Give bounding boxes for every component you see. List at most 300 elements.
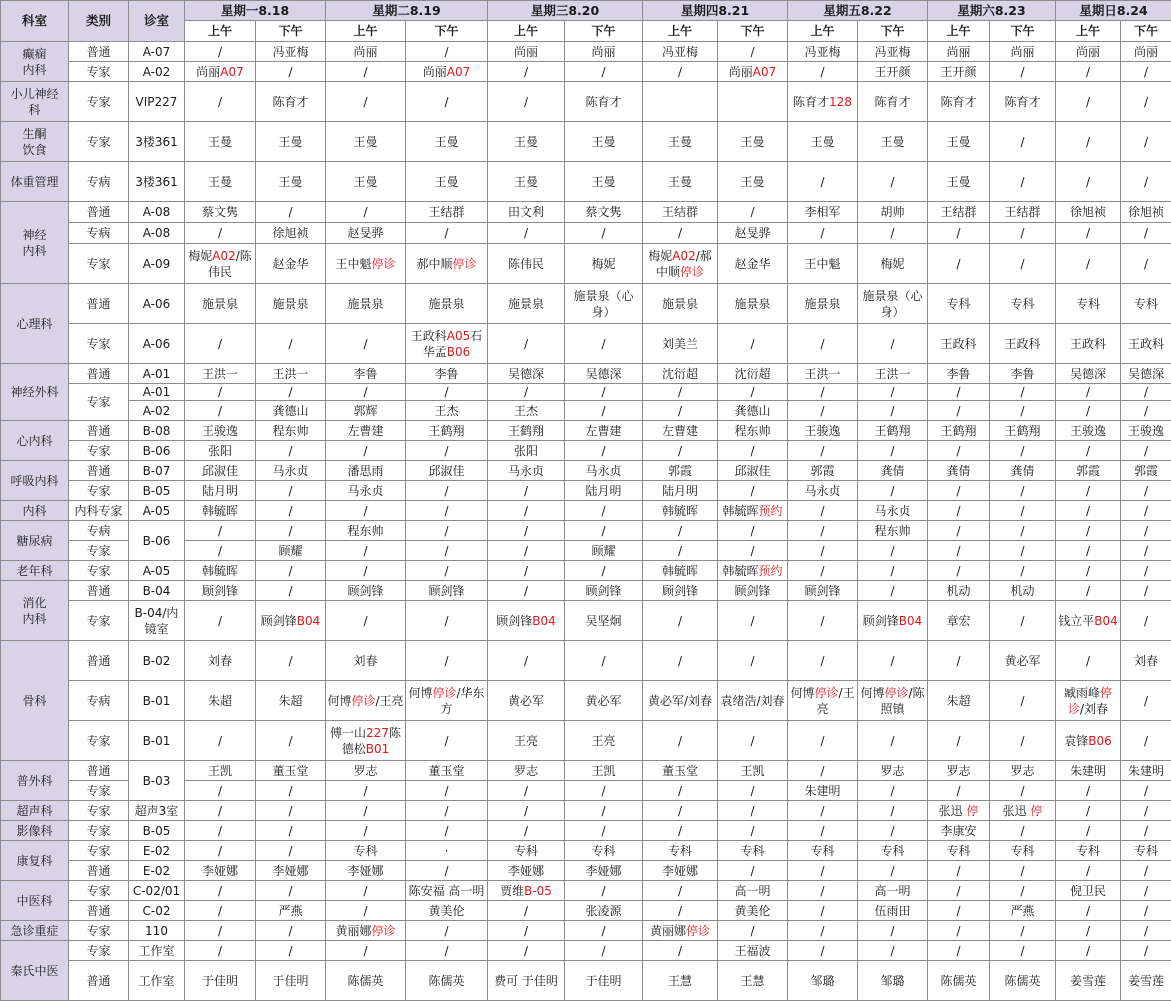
doctor-slot: 专科 (565, 841, 643, 861)
doctor-slot (858, 681, 928, 721)
schedule-row (1, 561, 1171, 581)
doctor-slot: 王曼 (718, 122, 788, 162)
doctor-slot: / (1121, 581, 1171, 601)
doctor-slot: / (928, 901, 990, 921)
doctor-name: 黄丽娜 (335, 923, 372, 938)
doctor-slot: 专科 (928, 841, 990, 861)
department-cell: 神经外科 (1, 364, 69, 421)
doctor-slot: / (718, 861, 788, 881)
doctor-slot: / (1121, 901, 1171, 921)
doctor-slot: 王结群 (928, 202, 990, 223)
doctor-slot: 朱建明 (1121, 761, 1171, 781)
doctor-slot: 高一明 (718, 881, 788, 901)
doctor-slot: 沈衍超 (718, 364, 788, 384)
schedule-row (1, 401, 1171, 421)
doctor-slot (718, 501, 788, 521)
doctor-slot: 董玉堂 (406, 761, 488, 781)
doctor-name: 何博 (860, 685, 885, 700)
header-pm: 下午 (256, 21, 326, 42)
doctor-slot: / (928, 441, 990, 461)
doctor-slot: / (858, 324, 928, 364)
doctor-slot: / (1056, 901, 1121, 921)
doctor-slot: 章宏 (928, 601, 990, 641)
department-cell: 糖尿病 (1, 521, 69, 561)
doctor-slot: 王结群 (643, 202, 718, 223)
room-cell: 110 (129, 921, 185, 941)
doctor-slot: / (788, 721, 858, 761)
doctor-slot: / (185, 781, 256, 801)
doctor-slot: 郭霞 (1056, 461, 1121, 481)
doctor-slot: / (1056, 861, 1121, 881)
doctor-slot: 顾剑锋 (718, 581, 788, 601)
doctor-slot (788, 681, 858, 721)
doctor-slot: 陈儒英 (990, 961, 1056, 1001)
doctor-slot: / (990, 521, 1056, 541)
header-day-thu: 星期四8.21 (643, 1, 788, 21)
doctor-slot: / (1121, 561, 1171, 581)
doctor-slot: / (990, 62, 1056, 82)
doctor-slot: / (643, 641, 718, 681)
doctor-slot: 陈育才 (928, 82, 990, 122)
doctor-slot: 李鲁 (326, 364, 406, 384)
doctor-slot: 邱淑佳 (185, 461, 256, 481)
doctor-slot: / (858, 162, 928, 202)
doctor-slot: / (185, 42, 256, 62)
doctor-slot: / (788, 62, 858, 82)
doctor-slot: 王曼 (565, 162, 643, 202)
doctor-slot: 罗志 (488, 761, 565, 781)
doctor-slot: / (565, 62, 643, 82)
doctor-slot: / (928, 244, 990, 284)
doctor-slot: / (256, 441, 326, 461)
doctor-slot: / (1056, 122, 1121, 162)
department-cell: 秦氏中医 (1, 941, 69, 1001)
doctor-slot: / (565, 881, 643, 901)
doctor-slot: 施景泉（心身） (565, 284, 643, 324)
doctor-slot: / (788, 162, 858, 202)
status-note: A07 (446, 64, 471, 79)
category-cell: 普通 (69, 581, 129, 601)
schedule-row (1, 521, 1171, 541)
status-note: B01 (365, 741, 390, 756)
doctor-slot: / (406, 801, 488, 821)
doctor-slot: / (788, 641, 858, 681)
doctor-slot: / (643, 441, 718, 461)
doctor-slot: 专科 (718, 841, 788, 861)
schedule-row (1, 581, 1171, 601)
doctor-slot: / (1121, 881, 1171, 901)
doctor-slot: 李娅娜 (565, 861, 643, 881)
doctor-slot: / (1056, 641, 1121, 681)
room-cell: B-06 (129, 441, 185, 461)
doctor-slot: / (185, 821, 256, 841)
doctor-slot: 龚倩 (928, 461, 990, 481)
schedule-row (1, 881, 1171, 901)
doctor-slot: / (643, 801, 718, 821)
doctor-slot: / (326, 881, 406, 901)
doctor-slot: 陈伟民 (488, 244, 565, 284)
doctor-slot: / (326, 821, 406, 841)
doctor-slot: / (565, 941, 643, 961)
doctor-slot: / (256, 384, 326, 401)
doctor-slot: 王骏逸 (1056, 421, 1121, 441)
doctor-slot: / (1056, 384, 1121, 401)
doctor-slot: 王鹤翔 (858, 421, 928, 441)
room-cell: VIP227 (129, 82, 185, 122)
doctor-slot: 张阳 (185, 441, 256, 461)
doctor-slot: / (643, 401, 718, 421)
schedule-row (1, 821, 1171, 841)
header-pm: 下午 (1121, 21, 1171, 42)
room-cell: A-08 (129, 202, 185, 223)
room-cell: B-03 (129, 761, 185, 801)
doctor-slot: 徐旭祯 (1056, 202, 1121, 223)
header-type: 类别 (69, 1, 129, 42)
doctor-slot: / (990, 501, 1056, 521)
status-note: B04 (898, 613, 923, 628)
header-am: 上午 (185, 21, 256, 42)
doctor-slot: / (718, 42, 788, 62)
doctor-slot: / (488, 901, 565, 921)
doctor-slot: / (1121, 781, 1171, 801)
header-day-wed: 星期三8.20 (488, 1, 643, 21)
doctor-slot: / (858, 481, 928, 501)
doctor-slot: 赵金华 (256, 244, 326, 284)
doctor-slot: 陈儒英 (928, 961, 990, 1001)
doctor-slot: / (256, 801, 326, 821)
doctor-slot: / (858, 561, 928, 581)
doctor-slot: / (488, 541, 565, 561)
room-cell: A-09 (129, 244, 185, 284)
doctor-slot: 马永贞 (256, 461, 326, 481)
doctor-slot: 袁绪浩/刘春 (718, 681, 788, 721)
doctor-slot: / (1121, 921, 1171, 941)
doctor-slot: / (488, 921, 565, 941)
room-cell: B-08 (129, 421, 185, 441)
doctor-name: 郝中顺 (416, 256, 453, 271)
doctor-slot: 王亮 (488, 721, 565, 761)
doctor-slot: / (565, 641, 643, 681)
doctor-slot: 龚德山 (256, 401, 326, 421)
header-dept: 科室 (1, 1, 69, 42)
doctor-name: 张迅 (1002, 803, 1031, 818)
doctor-slot: / (565, 384, 643, 401)
doctor-slot: / (565, 521, 643, 541)
doctor-slot: 王曼 (488, 122, 565, 162)
doctor-slot: / (858, 821, 928, 841)
doctor-slot: / (718, 821, 788, 841)
category-cell: 普通 (69, 901, 129, 921)
doctor-slot: 王凯 (718, 761, 788, 781)
doctor-slot: / (788, 223, 858, 244)
doctor-slot: 王结群 (990, 202, 1056, 223)
room-cell: A-05 (129, 501, 185, 521)
doctor-slot: / (406, 384, 488, 401)
schedule-row (1, 364, 1171, 384)
room-cell: C-02 (129, 901, 185, 921)
doctor-slot: 马永贞 (326, 481, 406, 501)
category-cell: 专家 (69, 881, 129, 901)
doctor-slot (326, 921, 406, 941)
doctor-slot: 沈衍超 (643, 364, 718, 384)
doctor-slot: / (990, 162, 1056, 202)
doctor-slot: 王亮 (565, 721, 643, 761)
doctor-slot (406, 681, 488, 721)
doctor-slot: 王曼 (406, 122, 488, 162)
doctor-slot: 顾剑锋 (565, 581, 643, 601)
doctor-slot: / (1056, 244, 1121, 284)
doctor-name: 陈育才 (793, 94, 830, 109)
doctor-slot: 王慧 (718, 961, 788, 1001)
room-cell: B-06 (129, 521, 185, 561)
department-cell: 心理科 (1, 284, 69, 364)
doctor-slot: 李鲁 (406, 364, 488, 384)
category-cell: 内科专家 (69, 501, 129, 521)
doctor-slot: / (643, 781, 718, 801)
doctor-slot: 王曼 (488, 162, 565, 202)
doctor-slot: / (788, 941, 858, 961)
doctor-name: 顾剑锋 (496, 613, 533, 628)
doctor-slot: / (1121, 441, 1171, 461)
doctor-slot: / (718, 721, 788, 761)
doctor-slot: / (488, 801, 565, 821)
category-cell: 专家 (69, 921, 129, 941)
room-cell: B-02 (129, 641, 185, 681)
doctor-slot: / (406, 481, 488, 501)
doctor-slot: / (718, 641, 788, 681)
doctor-slot: / (858, 223, 928, 244)
doctor-slot: 专科 (1121, 841, 1171, 861)
doctor-slot: 郭辉 (326, 401, 406, 421)
doctor-slot: 姜雪莲 (1121, 961, 1171, 1001)
doctor-slot: 施景泉 (643, 284, 718, 324)
doctor-slot: 费可 于佳明 (488, 961, 565, 1001)
schedule-row (1, 42, 1171, 62)
category-cell: 专家 (69, 324, 129, 364)
doctor-slot: 于佳明 (565, 961, 643, 1001)
doctor-slot (788, 82, 858, 122)
doctor-slot: 顾耀 (256, 541, 326, 561)
doctor-slot: / (488, 941, 565, 961)
doctor-slot: 王曼 (406, 162, 488, 202)
department-cell: 普外科 (1, 761, 69, 801)
doctor-slot: 王政科 (1056, 324, 1121, 364)
doctor-slot: 顾剑锋 (643, 581, 718, 601)
doctor-slot: / (990, 122, 1056, 162)
doctor-slot: 尚丽 (326, 42, 406, 62)
doctor-slot: 严燕 (256, 901, 326, 921)
doctor-slot: 王骏逸 (185, 421, 256, 441)
doctor-slot: 王洪一 (185, 364, 256, 384)
doctor-name: /刘春 (1079, 701, 1109, 716)
doctor-slot: / (928, 501, 990, 521)
doctor-slot: 程东帅 (718, 421, 788, 441)
header-day-mon: 星期一8.18 (185, 1, 326, 21)
category-cell: 普通 (69, 961, 129, 1001)
doctor-name: 梅妮 (648, 248, 673, 263)
doctor-slot: 马永贞 (858, 501, 928, 521)
doctor-slot: / (788, 561, 858, 581)
doctor-name: 尚丽 (196, 64, 221, 79)
doctor-slot: 王曼 (643, 122, 718, 162)
category-cell: 专家 (69, 601, 129, 641)
doctor-slot: 邹璐 (788, 961, 858, 1001)
doctor-slot: 王曼 (643, 162, 718, 202)
category-cell: 专病 (69, 521, 129, 541)
header-pm: 下午 (406, 21, 488, 42)
doctor-slot: 王曼 (185, 122, 256, 162)
schedule-row (1, 481, 1171, 501)
doctor-slot (928, 801, 990, 821)
doctor-slot: / (406, 223, 488, 244)
category-cell: 专家 (69, 801, 129, 821)
doctor-slot: / (858, 541, 928, 561)
doctor-slot: 施景泉 (488, 284, 565, 324)
schedule-row (1, 62, 1171, 82)
doctor-slot: / (928, 521, 990, 541)
doctor-slot: 王开颜 (928, 62, 990, 82)
doctor-slot: 专科 (1056, 841, 1121, 861)
doctor-slot: 王曼 (858, 122, 928, 162)
doctor-slot: / (488, 324, 565, 364)
doctor-slot: 王曼 (185, 162, 256, 202)
doctor-slot: 施景泉 (406, 284, 488, 324)
doctor-slot: 韩毓晖 (185, 501, 256, 521)
schedule-row (1, 384, 1171, 401)
doctor-slot (185, 244, 256, 284)
doctor-slot: / (990, 921, 1056, 941)
doctor-name: 顾剑锋 (862, 613, 899, 628)
doctor-slot: / (326, 781, 406, 801)
doctor-slot: / (406, 721, 488, 761)
doctor-slot: / (718, 481, 788, 501)
room-cell: A-06 (129, 324, 185, 364)
status-note: 停诊 (680, 264, 705, 279)
schedule-row (1, 284, 1171, 324)
doctor-slot: / (256, 324, 326, 364)
department-cell: 内科 (1, 501, 69, 521)
doctor-slot: / (256, 881, 326, 901)
doctor-slot: 李娅娜 (185, 861, 256, 881)
doctor-slot: / (488, 62, 565, 82)
doctor-slot: 邹璐 (858, 961, 928, 1001)
doctor-slot: / (990, 781, 1056, 801)
doctor-name: /郝中顺 (655, 248, 712, 279)
department-cell: 癫痫 内科 (1, 42, 69, 82)
header-am: 上午 (928, 21, 990, 42)
room-cell: B-04/内镜室 (129, 601, 185, 641)
schedule-row (1, 122, 1171, 162)
room-cell: A-05 (129, 561, 185, 581)
doctor-slot: 王鹤翔 (928, 421, 990, 441)
doctor-slot: / (928, 223, 990, 244)
doctor-slot: / (406, 541, 488, 561)
doctor-slot: / (928, 941, 990, 961)
doctor-slot: / (326, 901, 406, 921)
category-cell: 普通 (69, 641, 129, 681)
doctor-slot: 专科 (788, 841, 858, 861)
doctor-slot: / (488, 223, 565, 244)
doctor-slot: / (326, 801, 406, 821)
category-cell: 专病 (69, 681, 129, 721)
schedule-row (1, 244, 1171, 284)
doctor-slot (406, 62, 488, 82)
doctor-slot: 韩毓晖 (643, 561, 718, 581)
doctor-slot: 刘春 (326, 641, 406, 681)
doctor-slot: / (326, 941, 406, 961)
doctor-slot: 施景泉 (326, 284, 406, 324)
doctor-slot: / (788, 861, 858, 881)
doctor-slot: 李娅娜 (643, 861, 718, 881)
doctor-slot: / (326, 561, 406, 581)
doctor-slot: 李娅娜 (488, 861, 565, 881)
doctor-slot (718, 561, 788, 581)
doctor-slot: 王曼 (565, 122, 643, 162)
doctor-slot: / (326, 601, 406, 641)
status-note: B06 (1088, 733, 1112, 748)
doctor-slot: 王曼 (256, 122, 326, 162)
doctor-slot: 张凌源 (565, 901, 643, 921)
doctor-slot: / (256, 921, 326, 941)
doctor-slot: 施景泉 (788, 284, 858, 324)
doctor-slot: 专科 (1056, 284, 1121, 324)
doctor-slot: / (990, 861, 1056, 881)
doctor-slot: / (488, 781, 565, 801)
doctor-slot: 左曹建 (326, 421, 406, 441)
doctor-slot: / (185, 901, 256, 921)
doctor-slot: 赵金华 (718, 244, 788, 284)
doctor-slot: 王洪一 (858, 364, 928, 384)
doctor-slot: / (488, 82, 565, 122)
doctor-slot: / (788, 441, 858, 461)
doctor-slot: 姜雪莲 (1056, 961, 1121, 1001)
doctor-slot: / (858, 581, 928, 601)
doctor-slot: 王杰 (406, 401, 488, 421)
status-note: B04 (1094, 613, 1118, 628)
doctor-slot: / (1121, 162, 1171, 202)
doctor-name: 顾剑锋 (260, 613, 297, 628)
category-cell: 专家 (69, 62, 129, 82)
room-cell: 工作室 (129, 941, 185, 961)
doctor-name: 尚丽 (422, 64, 447, 79)
doctor-slot: 施景泉 (256, 284, 326, 324)
schedule-row (1, 761, 1171, 781)
doctor-slot: / (858, 941, 928, 961)
doctor-slot: / (928, 401, 990, 421)
doctor-slot: / (1056, 162, 1121, 202)
schedule-row (1, 801, 1171, 821)
schedule-row (1, 223, 1171, 244)
header-room: 诊室 (129, 1, 185, 42)
doctor-slot: / (928, 721, 990, 761)
doctor-slot: / (1056, 521, 1121, 541)
category-cell: 专家 (69, 384, 129, 421)
doctor-slot: / (185, 521, 256, 541)
doctor-slot: / (643, 601, 718, 641)
doctor-slot: 徐旭祯 (1121, 202, 1171, 223)
doctor-slot: / (928, 541, 990, 561)
doctor-slot: / (990, 561, 1056, 581)
doctor-slot: / (565, 501, 643, 521)
doctor-slot: 程东帅 (326, 521, 406, 541)
header-row-days (1, 1, 1171, 21)
department-cell: 影像科 (1, 821, 69, 841)
status-note: 停诊 (371, 256, 396, 271)
doctor-slot: / (990, 681, 1056, 721)
doctor-slot: 田文利 (488, 202, 565, 223)
doctor-slot: 专科 (990, 841, 1056, 861)
doctor-slot: / (718, 384, 788, 401)
